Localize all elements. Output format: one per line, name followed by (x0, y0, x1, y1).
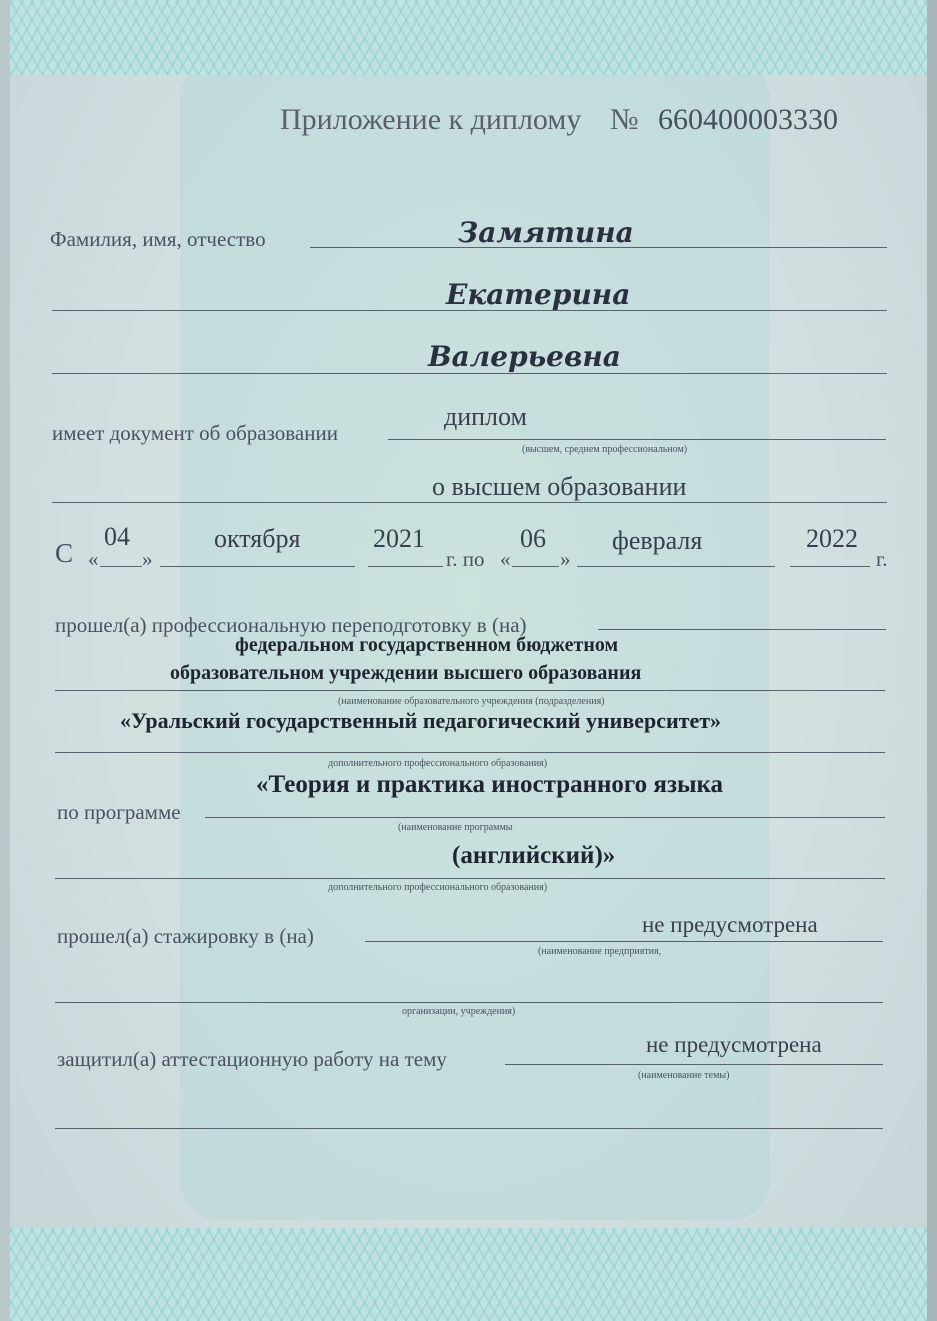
diploma-number: 660400003330 (658, 103, 838, 136)
education-label: имеет документ об образовании (52, 421, 338, 445)
period-from-prefix: С (55, 538, 74, 568)
page-edge-left (0, 0, 10, 1321)
fio-label: Фамилия, имя, отчество (50, 227, 266, 251)
program-line-1: «Теория и практика иностранного языка (256, 771, 724, 798)
internship-line-1 (365, 941, 883, 942)
from-day-open-quote: « (88, 547, 99, 571)
thesis-label: защитил(а) аттестационную работу на тему (57, 1047, 447, 1071)
retraining-hint-2: дополнительного профессионального образования) (328, 758, 548, 769)
retraining-org-line-1: федеральном государственном бюджетном (235, 634, 619, 656)
internship-label: прошел(а) стажировку в (на) (57, 924, 314, 948)
fio-line-3 (52, 373, 887, 374)
internship-hint-1: (наименование предприятия, (538, 946, 662, 957)
to-day-close-quote: » (560, 547, 571, 571)
education-hint: (высшем, среднем профессиональном) (522, 444, 688, 455)
education-line (388, 439, 886, 440)
from-month-line (160, 566, 355, 567)
first-name: Екатерина (446, 278, 631, 311)
to-year-line (790, 566, 870, 567)
retraining-org-line-3: «Уральский государственный педагогический университет» (120, 708, 722, 733)
education-doc: диплом (444, 402, 527, 431)
top-ornament-band (0, 0, 937, 75)
page-edge-right (927, 0, 937, 1321)
period-to-label: г. по (446, 547, 485, 571)
from-day-line (100, 566, 142, 567)
education-level: о высшем образовании (432, 472, 687, 501)
program-label: по программе (57, 800, 181, 824)
retraining-line-3 (55, 752, 885, 753)
thesis-value: не предусмотрена (646, 1032, 822, 1057)
retraining-line-1 (598, 629, 886, 630)
thesis-line-1 (505, 1064, 883, 1065)
from-day-close-quote: » (142, 547, 153, 571)
program-line-1-rule (205, 817, 885, 818)
thesis-hint: (наименование темы) (638, 1070, 730, 1081)
retraining-hint-1: (наименование образовательного учреждения (подразделения) (338, 696, 605, 707)
thesis-line-2 (55, 1128, 883, 1129)
bottom-ornament-band (0, 1228, 937, 1321)
internship-line-2 (55, 1002, 883, 1003)
surname: Замятина (458, 216, 634, 249)
program-line-2-rule (55, 878, 885, 879)
to-day-open-quote: « (500, 547, 511, 571)
patronymic: Валерьевна (428, 340, 621, 373)
to-day-line (512, 566, 559, 567)
from-day: 04 (104, 522, 130, 551)
to-year-suffix: г. (876, 547, 888, 571)
to-month: февраля (612, 526, 703, 555)
number-sign: № (610, 103, 639, 136)
to-year: 2022 (806, 524, 858, 553)
from-month: октября (214, 524, 301, 553)
program-hint-2: дополнительного профессионального образования) (328, 882, 548, 893)
retraining-org-line-2: образовательном учреждении высшего образования (170, 662, 642, 684)
education-level-line (52, 502, 887, 503)
from-year: 2021 (373, 524, 425, 553)
program-hint-1: (наименование программы (398, 822, 513, 833)
retraining-label: прошел(а) профессиональную переподготовку в (на) (55, 613, 527, 637)
to-month-line (577, 566, 775, 567)
document-title: Приложение к диплому (280, 103, 582, 136)
internship-value: не предусмотрена (642, 912, 818, 937)
to-day: 06 (520, 524, 546, 553)
from-year-line (368, 566, 443, 567)
program-line-2: (английский)» (452, 842, 616, 869)
retraining-line-2 (55, 690, 885, 691)
internship-hint-2: организации, учреждения) (402, 1006, 516, 1017)
